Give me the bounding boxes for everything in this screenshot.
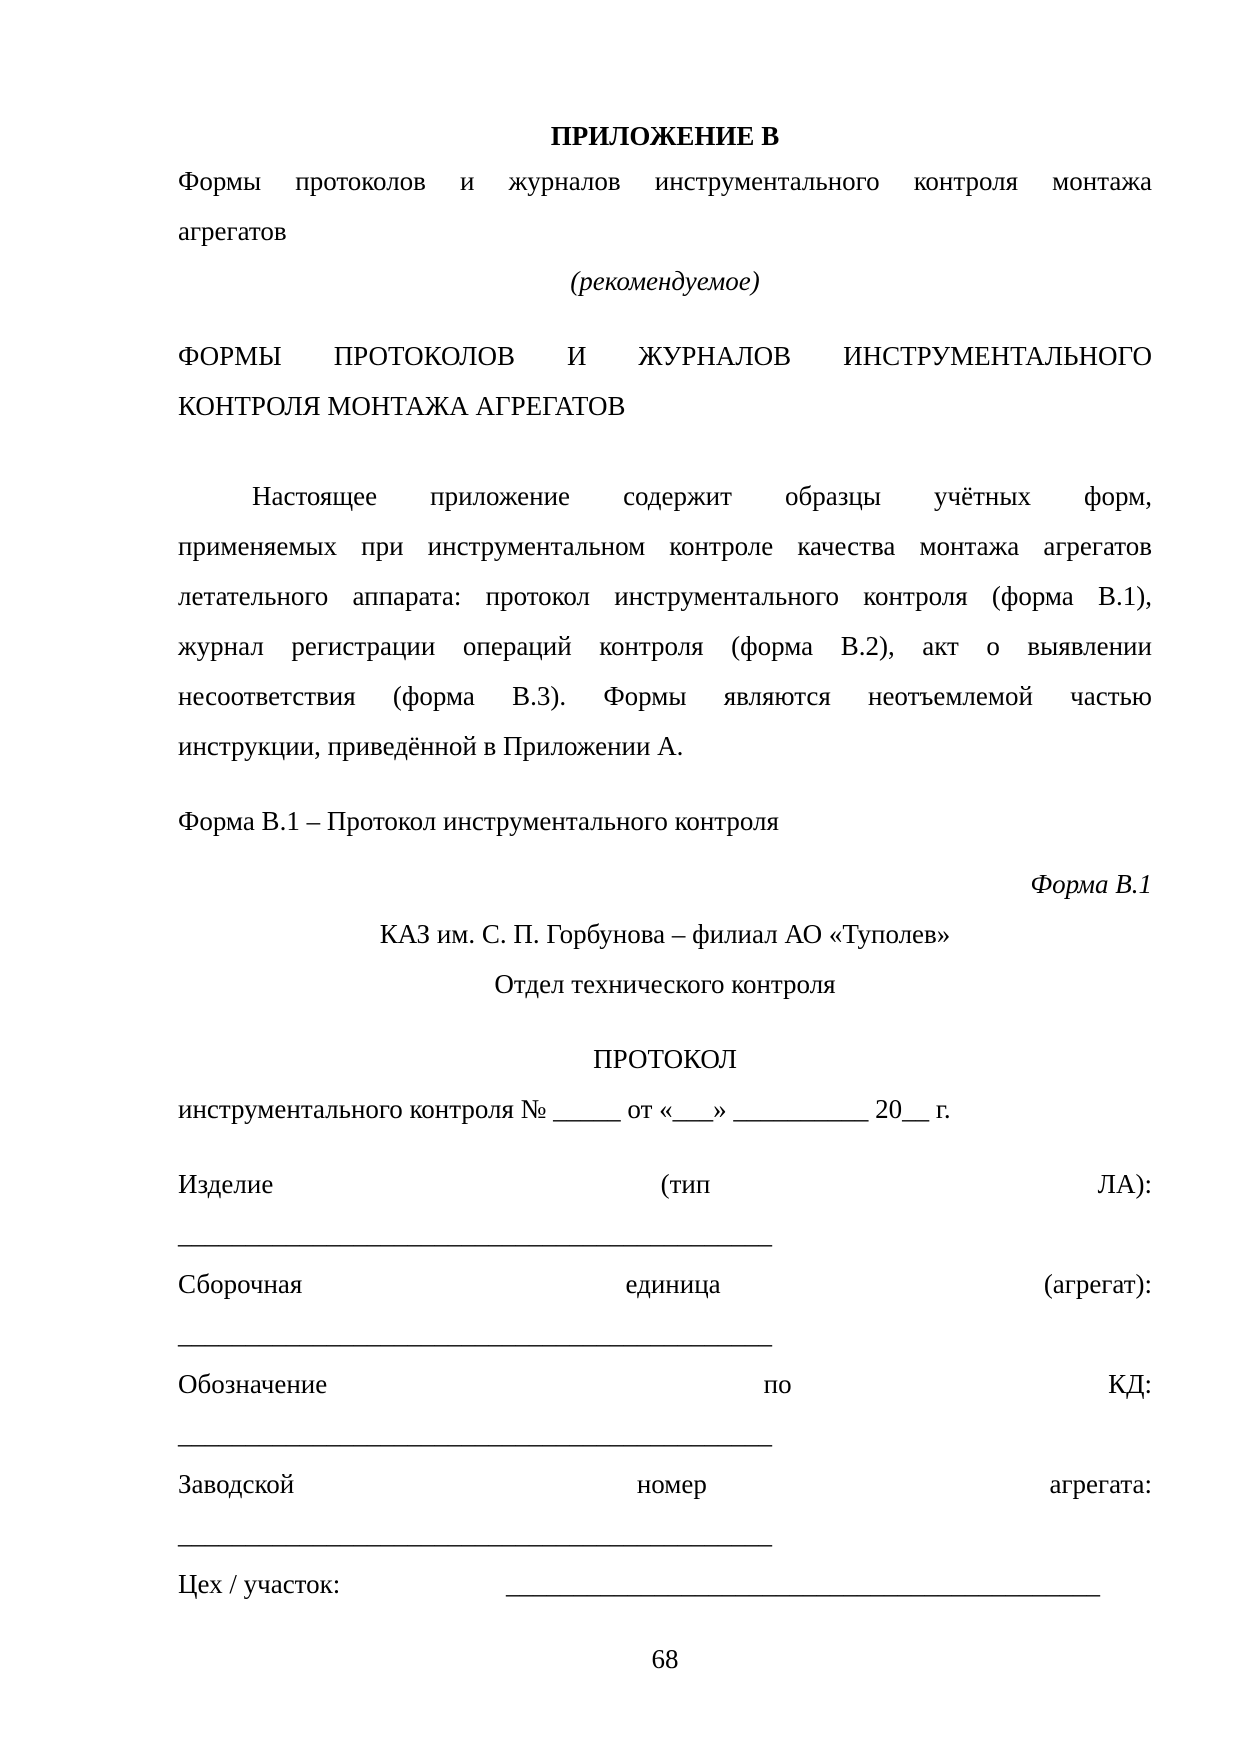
page-number: 68 [651,1644,679,1674]
word: учётных [934,481,1031,511]
word: выявлении [1027,631,1152,661]
word: летательного [178,581,329,611]
word: журналов [508,166,621,196]
section-heading-line2: КОНТРОЛЯ МОНТАЖА АГРЕГАТОВ [178,391,626,421]
word: (агрегат): [1043,1269,1152,1299]
word: ФОРМЫ [178,341,282,371]
word: монтажа [919,531,1020,561]
field-product-label [178,1168,1152,1200]
word: содержит [623,481,732,511]
word: форм, [1084,481,1152,511]
word: регистрации [291,631,436,661]
word: Обозначение [178,1369,328,1399]
word: контроля [599,631,704,661]
word: акт [922,631,959,661]
intro-paragraph-line6: инструкции, приведённой в Приложении А. [178,731,684,761]
field-serial-label [178,1468,1152,1500]
word: о [986,631,1000,661]
word: являются [723,681,831,711]
protocol-number-line: инструментального контроля № _____ от «___» __________ 20__ г. [178,1094,951,1124]
department-name: Отдел технического контроля [494,969,836,999]
field-serial-blank[interactable]: ____________________________________________ [178,1519,772,1549]
word: журнал [178,631,264,661]
field-workshop-label: Цех / участок: [178,1569,341,1599]
word: инструментальном [427,531,646,561]
organization-name: КАЗ им. С. П. Горбунова – филиал АО «Туполев» [379,919,951,949]
word: неотъемлемой [868,681,1033,711]
word: (тип [660,1169,711,1199]
word: при [361,531,404,561]
word: (форма [392,681,475,711]
word: образцы [784,481,881,511]
word: ПРОТОКОЛОВ [333,341,515,371]
word: несоответствия [178,681,356,711]
word: Формы [178,166,262,196]
word: аппарата: [352,581,462,611]
intro-paragraph-line5 [178,680,1152,712]
field-assembly-blank[interactable]: ____________________________________________ [178,1319,772,1349]
word: и [460,166,475,196]
word: монтажа [1052,166,1152,196]
word: Сборочная [178,1269,303,1299]
word: Настоящее [252,481,378,511]
word: ЖУРНАЛОВ [638,341,792,371]
field-designation-blank[interactable]: ____________________________________________ [178,1419,772,1449]
word: агрегата: [1049,1469,1152,1499]
word: контроля [913,166,1019,196]
protocol-title: ПРОТОКОЛ [593,1044,737,1074]
word: контроле [669,531,774,561]
word: И [566,341,587,371]
word: применяемых [178,531,338,561]
form-label: Форма В.1 [1030,869,1152,899]
word: инструментального [614,581,840,611]
word: В.2), [840,631,895,661]
appendix-title: ПРИЛОЖЕНИЕ В [550,121,780,151]
word: протоколов [295,166,426,196]
appendix-status: (рекомендуемое) [570,266,760,296]
field-designation-label [178,1368,1152,1400]
word: В.3). [512,681,567,711]
word: контроля [863,581,968,611]
word: (форма [991,581,1074,611]
word: ЛА): [1097,1169,1152,1199]
intro-paragraph-line3 [178,580,1152,612]
intro-paragraph-line2 [178,530,1152,562]
word: частью [1070,681,1152,711]
appendix-subtitle-line1 [178,165,1152,197]
word: ИНСТРУМЕНТАЛЬНОГО [843,341,1152,371]
word: инструментального [654,166,880,196]
word: Заводской [178,1469,295,1499]
field-workshop-blank[interactable]: ____________________________________________ [506,1569,1100,1599]
word: операций [462,631,572,661]
word: (форма [731,631,814,661]
field-product-blank[interactable]: ____________________________________________ [178,1219,772,1249]
appendix-subtitle-line2: агрегатов [178,216,287,246]
intro-paragraph-line4 [178,630,1152,662]
form-caption: Форма В.1 – Протокол инструментального контроля [178,806,779,836]
word: Формы [603,681,687,711]
word: номер [636,1469,707,1499]
word: Изделие [178,1169,274,1199]
word: единица [625,1269,721,1299]
word: приложение [430,481,571,511]
word: КД: [1108,1369,1152,1399]
word: по [763,1369,792,1399]
word: качества [797,531,896,561]
field-assembly-label [178,1268,1152,1300]
word: протокол [485,581,591,611]
section-heading-line1 [178,340,1152,372]
word: В.1), [1098,581,1152,611]
word: агрегатов [1043,531,1152,561]
intro-paragraph-line1 [178,480,1152,512]
